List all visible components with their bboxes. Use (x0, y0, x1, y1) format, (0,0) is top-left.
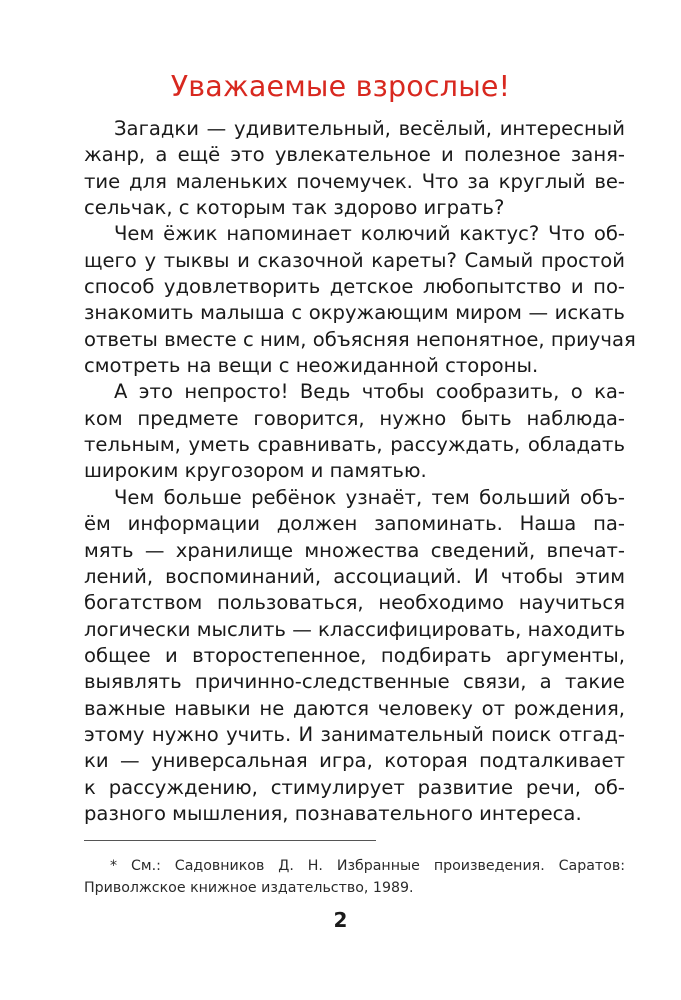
text-line: тие для маленьких почемучек. Что за круглый ве- (84, 169, 625, 193)
text-line: ответы вместе с ним, объясняя непонятное, приучая (84, 327, 636, 351)
text-line: Чем больше ребёнок узнаёт, тем больший объ- (114, 485, 625, 509)
text-line: жанр, а ещё это увлекательное и полезное заня- (84, 143, 625, 167)
text-line: ком предмете говорится, нужно быть наблюда- (84, 406, 625, 430)
text-line: тельным, уметь сравнивать, рассуждать, обладать (84, 433, 625, 457)
footnote (84, 855, 625, 899)
text-line: логически мыслить — классифицировать, находить (84, 617, 626, 641)
text-line: Чем ёжик напоминает колючий кактус? Что об- (114, 222, 625, 246)
page-number: 2 (333, 908, 348, 932)
text-line: ки — универсальная игра, которая подталкивает (84, 749, 625, 773)
footnote-line: * См.: Садовников Д. Н. Избранные произведения. Саратов: (110, 858, 625, 874)
text-line: ём информации должен запоминать. Наша па- (84, 512, 625, 536)
text-line: сельчак, с которым так здорово играть? (84, 196, 505, 220)
text-line: выявлять причинно-следственные связи, а такие (84, 670, 625, 694)
text-line: общее и второстепенное, подбирать аргументы, (84, 643, 625, 667)
text-line: лений, воспоминаний, ассоциаций. И чтобы этим (84, 564, 625, 588)
text-line: щего у тыквы и сказочной кареты? Самый простой (84, 248, 625, 272)
text-line: мять — хранилище множества сведений, впечат- (84, 538, 625, 562)
text-line: широким кругозором и памятью. (84, 459, 427, 483)
text-line: к рассуждению, стимулирует развитие речи, об- (84, 775, 625, 799)
body-text (84, 116, 636, 827)
text-line: этому нужно учить. И занимательный поиск отгад- (84, 722, 625, 746)
footnote-line: Приволжское книжное издательство, 1989. (84, 880, 414, 896)
page-title: Уважаемые взрослые! (170, 70, 511, 103)
text-line: способ удовлетворить детское любопытство и по- (84, 275, 625, 299)
text-line: смотреть на вещи с неожиданной стороны. (84, 354, 539, 378)
text-line: знакомить малыша с окружающим миром — искать (84, 301, 625, 325)
text-line: богатством пользоваться, необходимо научиться (84, 591, 625, 615)
text-line: А это непросто! Ведь чтобы сообразить, о ка- (114, 380, 625, 404)
text-line: важные навыки не даются человеку от рождения, (84, 696, 625, 720)
footnote-divider (84, 840, 376, 841)
text-line: разного мышления, познавательного интереса. (84, 801, 582, 825)
text-line: Загадки — удивительный, весёлый, интересный (114, 117, 625, 140)
